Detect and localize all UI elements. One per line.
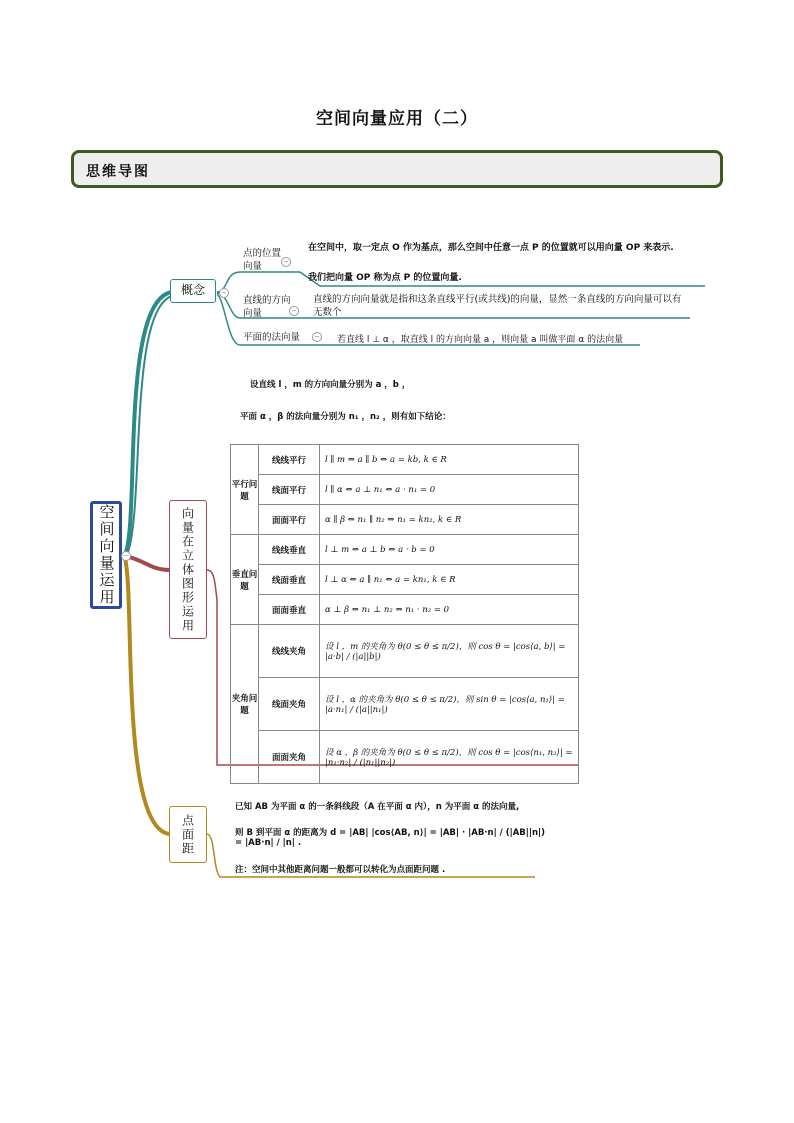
distance-text-1: 已知 AB 为平面 α 的一条斜线段（A 在平面 α 内），n 为平面 α 的法向量, xyxy=(235,802,520,812)
branch-concept xyxy=(125,292,172,555)
table-row xyxy=(231,475,579,505)
formula-cell: l ⊥ m ⇔ a ⊥ b ⇔ a · b = 0 xyxy=(320,535,579,565)
concept-label: 概念 xyxy=(180,283,205,297)
root-node[interactable]: 空间向量运用 xyxy=(90,501,122,609)
table-row xyxy=(231,505,579,535)
intro-line-2: 平面 α ，β 的法向量分别为 n₁ ，n₂ ，则有如下结论： xyxy=(240,412,451,422)
application-node[interactable] xyxy=(169,500,207,639)
collapse-icon[interactable]: − xyxy=(281,257,291,267)
relation-cell: 线面平行 xyxy=(259,475,320,505)
category-cell: 平行问题 xyxy=(231,445,259,535)
direction-vector-text: 直线的方向向量就是指和这条直线平行(或共线)的向量，显然一条直线的方向向量可以有无数个 xyxy=(313,294,682,318)
formula-cell: α ∥ β ⇔ n₁ ∥ n₂ ⇔ n₁ = kn₂, k ∈ R xyxy=(320,505,579,535)
distance-node[interactable] xyxy=(169,806,207,863)
branch-application xyxy=(125,556,170,570)
relation-cell: 面面平行 xyxy=(259,505,320,535)
position-vector-text-2: 我们把向量 OP 称为点 P 的位置向量. xyxy=(308,273,462,283)
formula-cell: l ∥ m ⇔ a ∥ b ⇔ a = kb, k ∈ R xyxy=(320,445,579,475)
formula-cell: l ⊥ α ⇔ a ∥ n₁ ⇔ a = kn₁, k ∈ R xyxy=(320,565,579,595)
table-row xyxy=(231,535,579,565)
distance-label: 点面距 xyxy=(180,813,195,856)
formula-cell: l ∥ α ⇔ a ⊥ n₁ ⇔ a · n₁ = 0 xyxy=(320,475,579,505)
table-row xyxy=(231,678,579,731)
table-row xyxy=(231,625,579,678)
formula-cell: 设 α ，β 的夹角为 θ(0 ≤ θ ≤ π/2)，则 cos θ = |cos⟨n₁, n₂⟩| = |n₁·n₂| / (|n₁||n₂|) xyxy=(320,731,579,784)
intro-line-1: 设直线 l ，m 的方向向量分别为 a ，b ， xyxy=(250,380,411,390)
formula-cell: α ⊥ β ⇔ n₁ ⊥ n₂ ⇔ n₁ · n₂ = 0 xyxy=(320,595,579,625)
relation-cell: 线线夹角 xyxy=(259,625,320,678)
collapse-icon[interactable]: − xyxy=(289,306,299,316)
section-banner xyxy=(71,150,723,188)
relation-cell: 面面夹角 xyxy=(259,731,320,784)
collapse-icon[interactable]: − xyxy=(312,332,322,342)
category-cell: 垂直问题 xyxy=(231,535,259,625)
normal-vector-text: 若直线 l ⊥ α ，取直线 l 的方向向量 a ，则向量 a 叫做平面 α 的法向量 xyxy=(337,335,624,345)
normal-vector-label: 平面的法向量 xyxy=(243,332,301,343)
table-row xyxy=(231,565,579,595)
vector-relations-table xyxy=(230,444,579,784)
table-row xyxy=(231,595,579,625)
formula-cell: 设 l ，m 的夹角为 θ(0 ≤ θ ≤ π/2)，则 cos θ = |cos⟨a, b⟩| = |a·b| / (|a||b|) xyxy=(320,625,579,678)
table-row xyxy=(231,731,579,784)
page-title: 空间向量应用（二） xyxy=(316,109,478,129)
application-label: 向量在立体图形运用 xyxy=(180,506,195,633)
formula-cell: 设 l ，α 的夹角为 θ(0 ≤ θ ≤ π/2)，则 sin θ = |cos⟨a, n₁⟩| = |a·n₁| / (|a||n₁|) xyxy=(320,678,579,731)
relation-cell: 线线垂直 xyxy=(259,535,320,565)
distance-note: 注：空间中其他距离问题一般都可以转化为点面距问题 . xyxy=(235,865,446,875)
category-cell: 夹角问题 xyxy=(231,625,259,784)
collapse-icon[interactable]: − xyxy=(121,551,131,561)
distance-text-2: 则 B 到平面 α 的距离为 d = |AB| |cos⟨AB, n⟩| = |AB| · |AB·n| / (|AB||n|) = |AB·n| / |n| . xyxy=(235,828,545,848)
table-row xyxy=(231,445,579,475)
relation-cell: 线线平行 xyxy=(259,445,320,475)
relation-cell: 面面垂直 xyxy=(259,595,320,625)
relation-cell: 线面垂直 xyxy=(259,565,320,595)
position-vector-text-1: 在空间中，取一定点 O 作为基点，那么空间中任意一点 P 的位置就可以用向量 OP 来表示. xyxy=(308,243,674,253)
position-vector-label: 点的位置向量 xyxy=(243,248,282,272)
banner-label: 思维导图 xyxy=(86,164,150,180)
branch-distance xyxy=(125,558,170,834)
direction-vector-label: 直线的方向向量 xyxy=(243,295,291,319)
concept-node[interactable] xyxy=(170,279,216,303)
collapse-icon[interactable]: − xyxy=(219,288,229,298)
relation-cell: 线面夹角 xyxy=(259,678,320,731)
